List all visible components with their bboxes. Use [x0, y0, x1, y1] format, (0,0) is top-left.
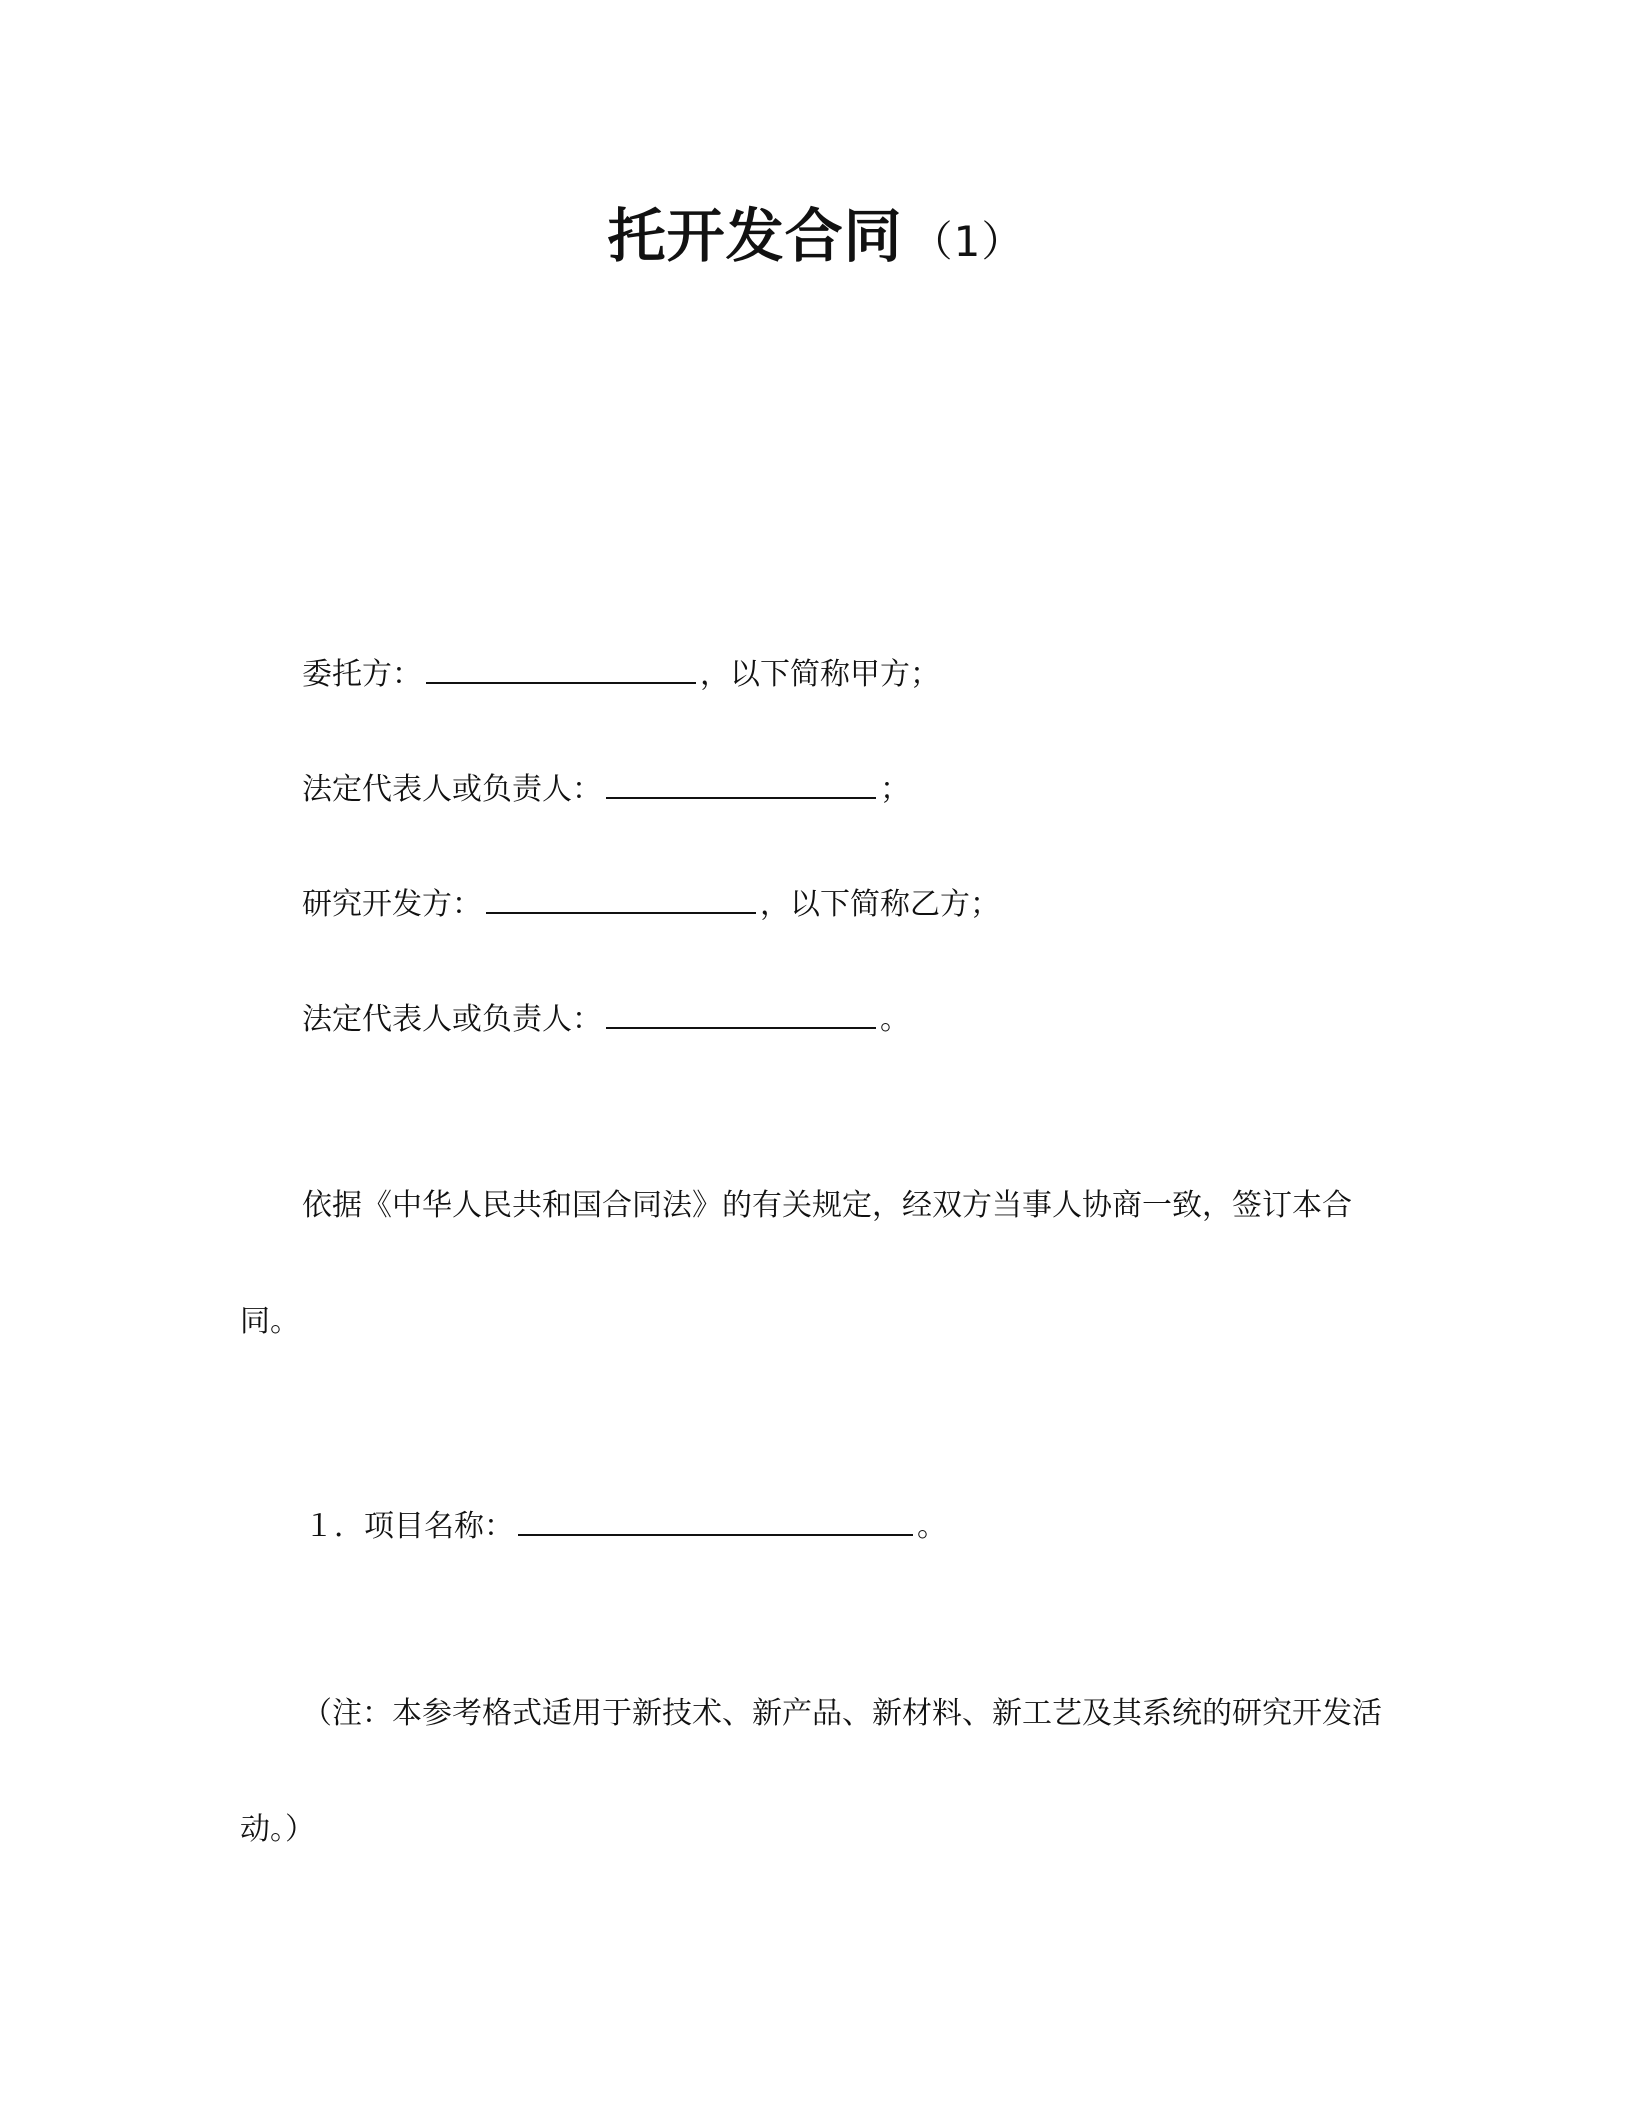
preamble-paragraph: 依据《中华人民共和国合同法》的有关规定，经双方当事人协商一致，签订本合同。: [240, 1188, 1352, 1339]
developer-line: [302, 878, 1000, 927]
developer-rep-blank[interactable]: [606, 993, 876, 1029]
project-name-blank[interactable]: [518, 1500, 913, 1536]
document-title: [0, 196, 1632, 282]
developer-suffix: ，以下简称乙方；: [760, 887, 1000, 922]
client-rep-label: 法定代表人或负责人：: [302, 772, 602, 807]
developer-rep-line: [302, 993, 910, 1042]
client-suffix: ，以下简称甲方；: [700, 657, 940, 692]
item1-label: １．项目名称：: [304, 1509, 514, 1544]
developer-rep-label: 法定代表人或负责人：: [302, 1002, 602, 1037]
client-label: 委托方：: [302, 657, 422, 692]
client-name-blank[interactable]: [426, 648, 696, 684]
client-line: [302, 648, 940, 697]
title-text: 托开发合同: [607, 202, 903, 270]
client-rep-line: [302, 763, 910, 812]
developer-rep-suffix: 。: [880, 1002, 910, 1037]
developer-label: 研究开发方：: [302, 887, 482, 922]
item1-line: [304, 1500, 947, 1549]
developer-name-blank[interactable]: [486, 878, 756, 914]
client-rep-blank[interactable]: [606, 763, 876, 799]
title-number: （1）: [910, 217, 1025, 266]
note-paragraph: （注：本参考格式适用于新技术、新产品、新材料、新工艺及其系统的研究开发活动。）: [240, 1696, 1382, 1847]
item1-suffix: 。: [917, 1509, 947, 1544]
client-rep-suffix: ；: [880, 772, 910, 807]
